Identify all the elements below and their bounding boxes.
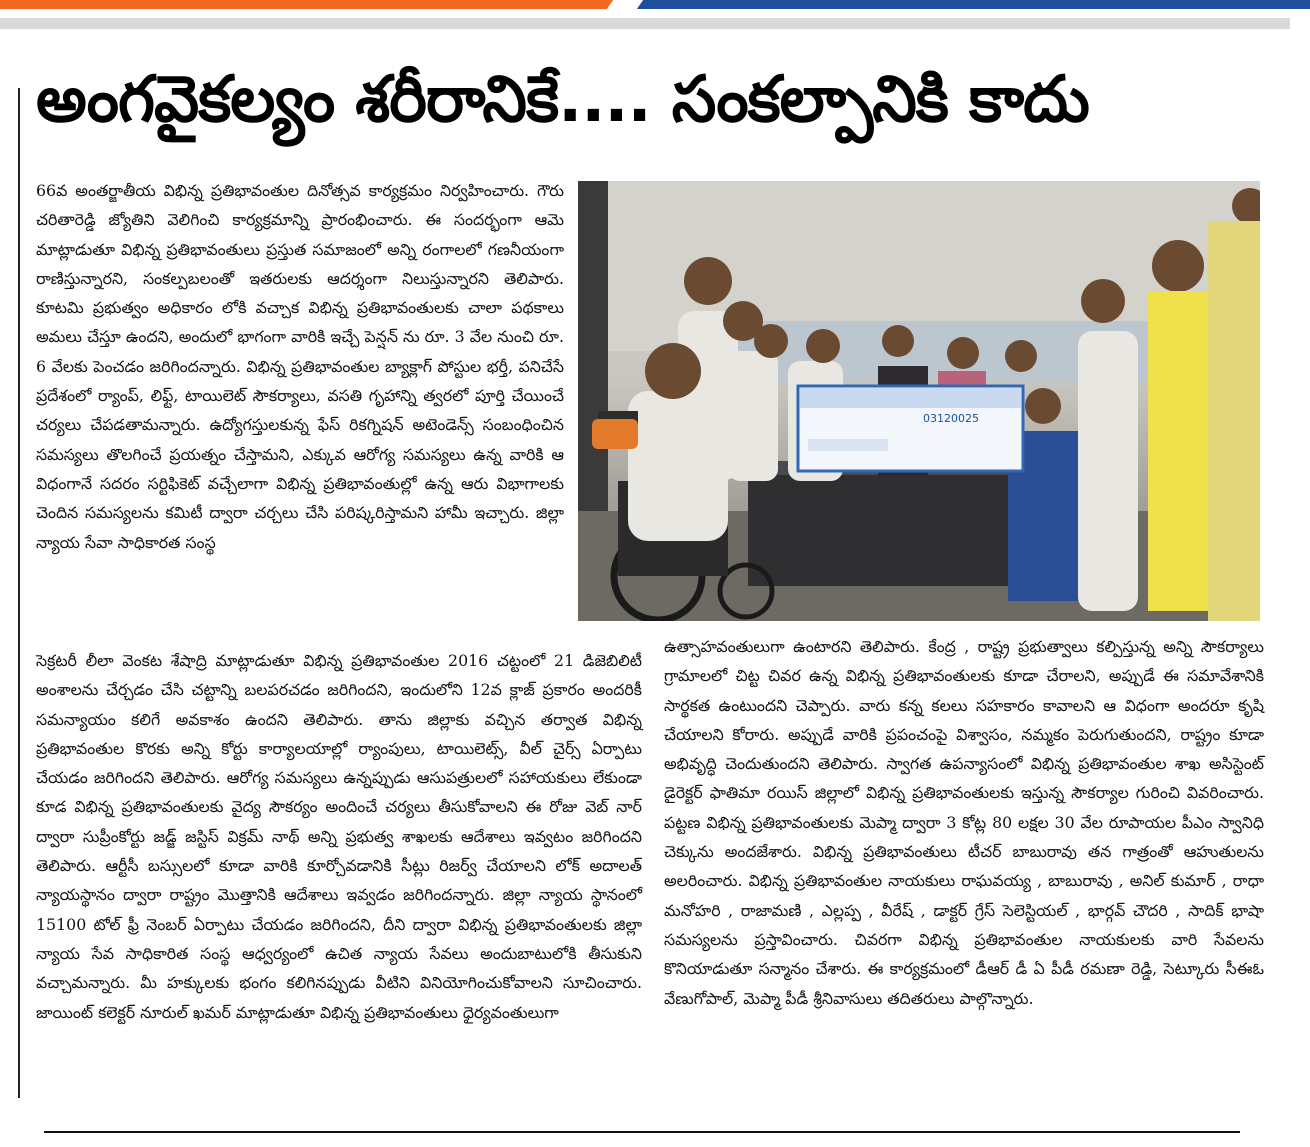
banner-orange-stripe bbox=[0, 0, 620, 9]
headline: అంగవైకల్యం శరీరానికే.... సంకల్పానికి కాదు bbox=[36, 63, 1089, 137]
article-column-left-top: 66వ అంతర్జాతీయ విభిన్న ప్రతిభావంతుల దినోత్సవ కార్యక్రమం నిర్వహించారు. గౌరు చరితారెడ్డి జ్యోతిని వెలిగించి కార్యక్రమాన్ని ప్రారంభించారు. ఈ సందర్భంగా ఆమె మాట్లాడుతూ విభిన్న ప్రతిభావంతులు ప్రస్తుత సమాజంలో అన్ని రంగాలలో గణనీయంగా రాణిస్తున్నారని, సంకల్పబలంతో ఇతరులకు ఆదర్శంగా నిలుస్తున్నారని తెలిపారు. కూటమి ప్రభుత్వం అధికారం లోకి వచ్చాక విభిన్న ప్రతిభావంతులకు చాలా పథకాలు అమలు చేస్తూ ఉందని, అందులో భాగంగా వారికి ఇచ్చే పెన్షన్ ను రూ. 3 వేల నుంచి రూ. 6 వేలకు పెంచడం జరిగిందన్నారు. విభిన్న ప్రతిభావంతుల బ్యాక్లాగ్ పోస్టుల భర్తీ, పనిచేసే ప్రదేశంలో ర్యాంప్, లిఫ్ట్, టాయిలెట్ సౌకర్యాలు, వసతి గృహాన్ని త్వరలో పూర్తి చేయించే చర్యలు చేపడతామన్నారు. ఉద్యోగస్తులకున్న ఫేస్ రికగ్నిషన్ అటెండెన్స్ సంబంధించిన సమస్యలు తొలగించే ప్రయత్నం చేస్తామని, ఎక్కువ ఆరోగ్య సమస్యలు ఉన్న వారికి ఆ విధంగానే సదరం సర్టిఫికెట్ వచ్చేలాగా విభిన్న ప్రతిభావంతుల్లో ఉన్న ఆరు విభాగాలకు చెందిన సమస్యలను కమిటీ ద్వారా చర్చలు చేసి పరిష్కరిస్తామని హామీ ఇచ్చారు. జిల్లా న్యాయ సేవా సాధికారత సంస్థ bbox=[36, 181, 564, 552]
bottom-rule bbox=[44, 1131, 1240, 1133]
article-column-right: ఉత్సాహవంతులుగా ఉంటారని తెలిపారు. కేంద్ర , రాష్ట్ర ప్రభుత్వాలు కల్పిస్తున్న అన్ని సౌకర్యాలు గ్రామాలలో చిట్ట చివర ఉన్న విభిన్న ప్రతిభావంతులకు కూడా చేరాలని, అప్పుడే ఈ సమావేశానికి సార్థకత ఉంటుందని చెప్పారు. వారు కన్న కలలు సహకారం కావాలని ఆ విధంగా అందరూ కృషి చేయాలని కోరారు. అప్పుడే వారికి ప్రపంచంపై విశ్వాసం, నమ్మకం పెరుగుతుందని, రాష్ట్రం కూడా అభివృద్ధి చెందుతుందని తెలిపారు. స్వాగత ఉపన్యాసంలో విభిన్న ప్రతిభావంతుల శాఖ అసిస్టెంట్ డైరెక్టర్ ఫాతిమా రయిస్ జిల్లాలో విభిన్న ప్రతిభావంతులకు ఇస్తున్న సౌకర్యాల గురించి వివరించారు. పట్టణ విభిన్న ప్రతిభావంతులకు మెప్మా ద్వారా 3 కోట్ల 80 లక్షల 30 వేల రూపాయల పీఎం స్వానిధి చెక్కును అందజేశారు. విభిన్న ప్రతిభావంతులు టీచర్ బాబురావు తన గాత్రంతో ఆహుతులను అలరించారు. విభిన్న ప్రతిభావంతుల నాయకులు రాఘవయ్య , బాబురావు , అనిల్ కుమార్ , రాధా మనోహరి , రాజామణి , ఎల్లప్ప , వీరేష్ , డాక్టర్ గ్రేస్ సెలెస్టియల్ , భార్గవ్ చౌదరి , సాదిక్ భాషా సమస్యలను ప్రస్తావించారు. చివరగా విభిన్న ప్రతిభావంతుల నాయకులకు వారి సేవలను కొనియాడుతూ సన్మానం చేశారు. ఈ కార్యక్రమంలో డీఆర్ డీ ఏ పీడీ రమణా రెడ్డి, సెట్కూరు సీఈఓ వేణుగోపాల్, మెప్మా పీడీ శ్రీనివాసులు తదితరులు పాల్గొన్నారు. bbox=[664, 637, 1264, 1008]
banner-slash bbox=[607, 0, 643, 9]
event-photo bbox=[578, 181, 1260, 621]
left-rule bbox=[18, 88, 20, 1098]
banner-gray-stripe bbox=[0, 18, 1290, 29]
cheque-number: 03120025 bbox=[923, 412, 979, 425]
article-column-left-bottom: సెక్రటరీ లీలా వెంకట శేషాద్రి మాట్లాడుతూ విభిన్న ప్రతిభావంతుల 2016 చట్టంలో 21 డిజెబిలిటీ అంశాలను చేర్చడం చేసి చట్టాన్ని బలపరచడం జరిగిందని, ఇందులోని 12వ క్లాజ్ ప్రకారం అందరికీ సమన్యాయం కలిగే అవకాశం ఉందని తెలిపారు. తాను జిల్లాకు వచ్చిన తర్వాత విభిన్న ప్రతిభావంతుల కొరకు అన్ని కోర్టు కార్యాలయాల్లో ర్యాంపులు, టాయిలెట్స్, వీల్ చైర్స్ ఏర్పాటు చేయడం జరిగిందని తెలిపారు. ఆరోగ్య సమస్యలు ఉన్నప్పుడు ఆసుపత్రులలో సహాయకులు లేకుండా కూడ విభిన్న ప్రతిభావంతులకు వైద్య సౌకర్యం అందించే చర్యలు తీసుకోవాలని ఈ రోజు వెబ్ నార్ ద్వారా సుప్రీంకోర్టు జడ్జ్ జస్టిస్ విక్రమ్ నాథ్ అన్ని ప్రభుత్వ శాఖలకు ఆదేశాలు ఇవ్వటం జరిగిందని తెలిపారు. ఆర్టీసీ బస్సులలో కూడా వారికి కూర్చోవడానికి సీట్లు రిజర్వ్ చేయాలని లోక్ అదాలత్ న్యాయస్థానం ద్వారా రాష్ట్రం మొత్తానికి ఆదేశాలు ఇవ్వడం జరిగిందన్నారు. జిల్లా న్యాయ స్థానంలో 15100 టోల్ ఫ్రీ నెంబర్ ఏర్పాటు చేయడం జరిగిందని, దీని ద్వారా విభిన్న ప్రతిభావంతులకు జిల్లా న్యాయ సేవ సాధికారిత సంస్థ ఆధ్వర్యంలో ఉచిత న్యాయ సేవలు అందుబాటులోకి తీసుకుని వచ్చామన్నారు. మీ హక్కులకు భంగం కలిగినప్పుడు వీటిని వినియోగించుకోవాలని సూచించారు. జాయింట్ కలెక్టర్ నూరుల్ ఖమర్ మాట్లాడుతూ విభిన్న ప్రతిభావంతులు ధైర్యవంతులుగా bbox=[36, 651, 642, 1022]
event-photo-illustration bbox=[578, 181, 1260, 621]
top-banner bbox=[0, 0, 1310, 30]
banner-blue-stripe bbox=[632, 0, 1310, 9]
